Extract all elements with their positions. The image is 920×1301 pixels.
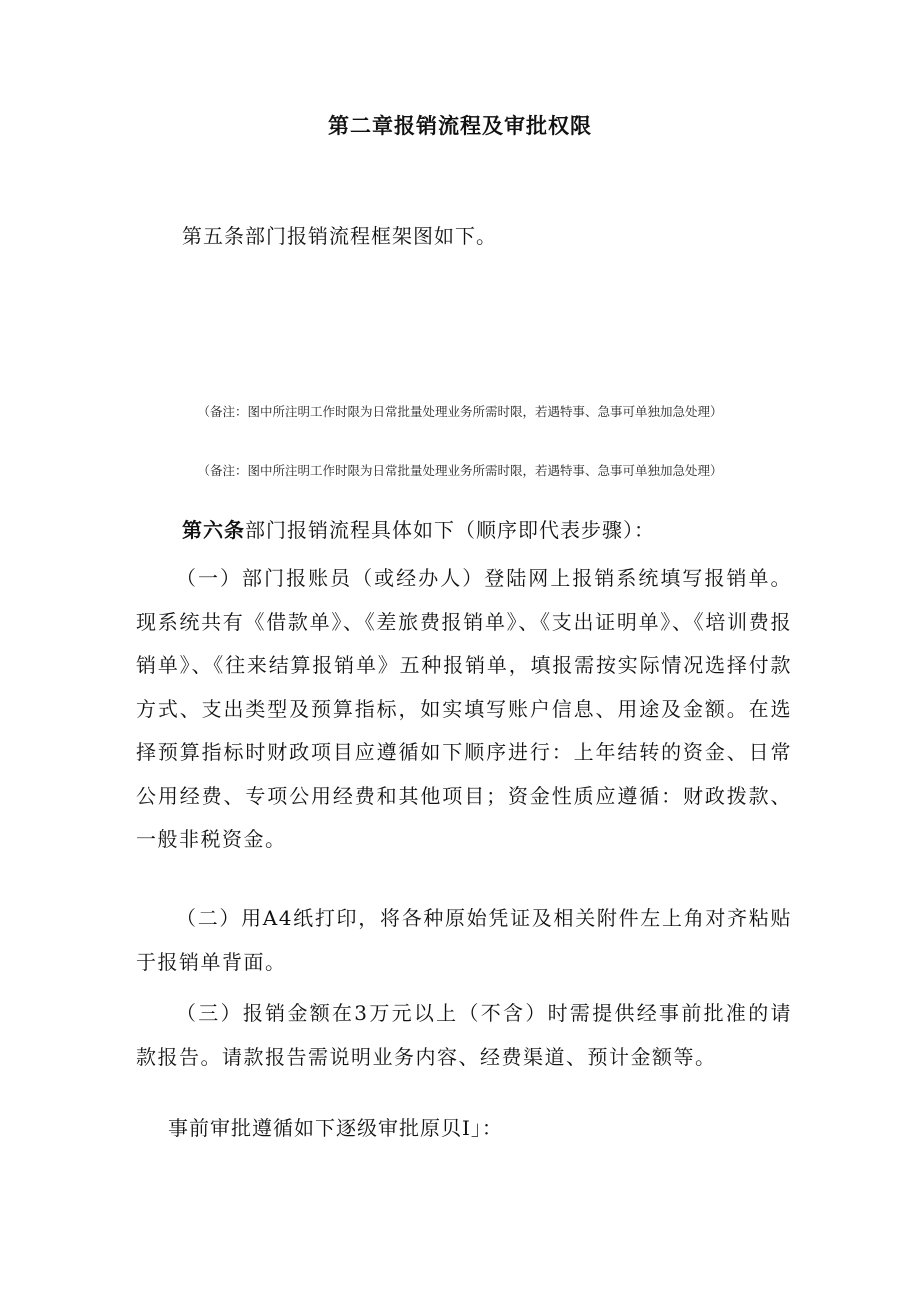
remark-note-1: （备注：图中所注明工作时限为日常批量处理业务所需时限，若遇特事、急事可单独加急处理） xyxy=(197,404,723,419)
pre-approval-principle-line: 事前审批遵循如下逐级审批原贝I」： xyxy=(168,1116,503,1140)
paragraph-step-1: （一）部门报账员（或经办人）登陆网上报销系统填写报销单。现系统共有《借款单》、《差旅费报销单》、《支出证明单》、《培训费报销单》、《往来结算报销单》五种报销单，填报需按实际情况选择付款方式、支出类型及预算指标，如实填写账户信息、用途及金额。在选择预算指标时财政项目应遵循如下顺序进行：上年结转的资金、日常公用经费、专项公用经费和其他项目；资金性质应遵循：财政拨款、一般非税资金。 xyxy=(136,566,792,851)
chapter-title: 第二章报销流程及审批权限 xyxy=(328,113,592,138)
paragraph-step-2: （二）用A4纸打印，将各种原始凭证及相关附件左上角对齐粘贴于报销单背面。 xyxy=(136,906,792,974)
article-6-label: 第六条 xyxy=(182,518,245,542)
article-6-heading xyxy=(182,514,655,543)
remark-note-2: （备注：图中所注明工作时限为日常批量处理业务所需时限，若遇特事、急事可单独加急处理） xyxy=(197,463,723,478)
article-5-text: 第五条部门报销流程框架图如下。 xyxy=(182,224,497,248)
article-6-text: 部门报销流程具体如下（顺序即代表步骤）： xyxy=(245,518,655,542)
paragraph-step-3: （三）报销金额在3万元以上（不含）时需提供经事前批准的请款报告。请款报告需说明业务内容、经费渠道、预计金额等。 xyxy=(136,1001,792,1069)
